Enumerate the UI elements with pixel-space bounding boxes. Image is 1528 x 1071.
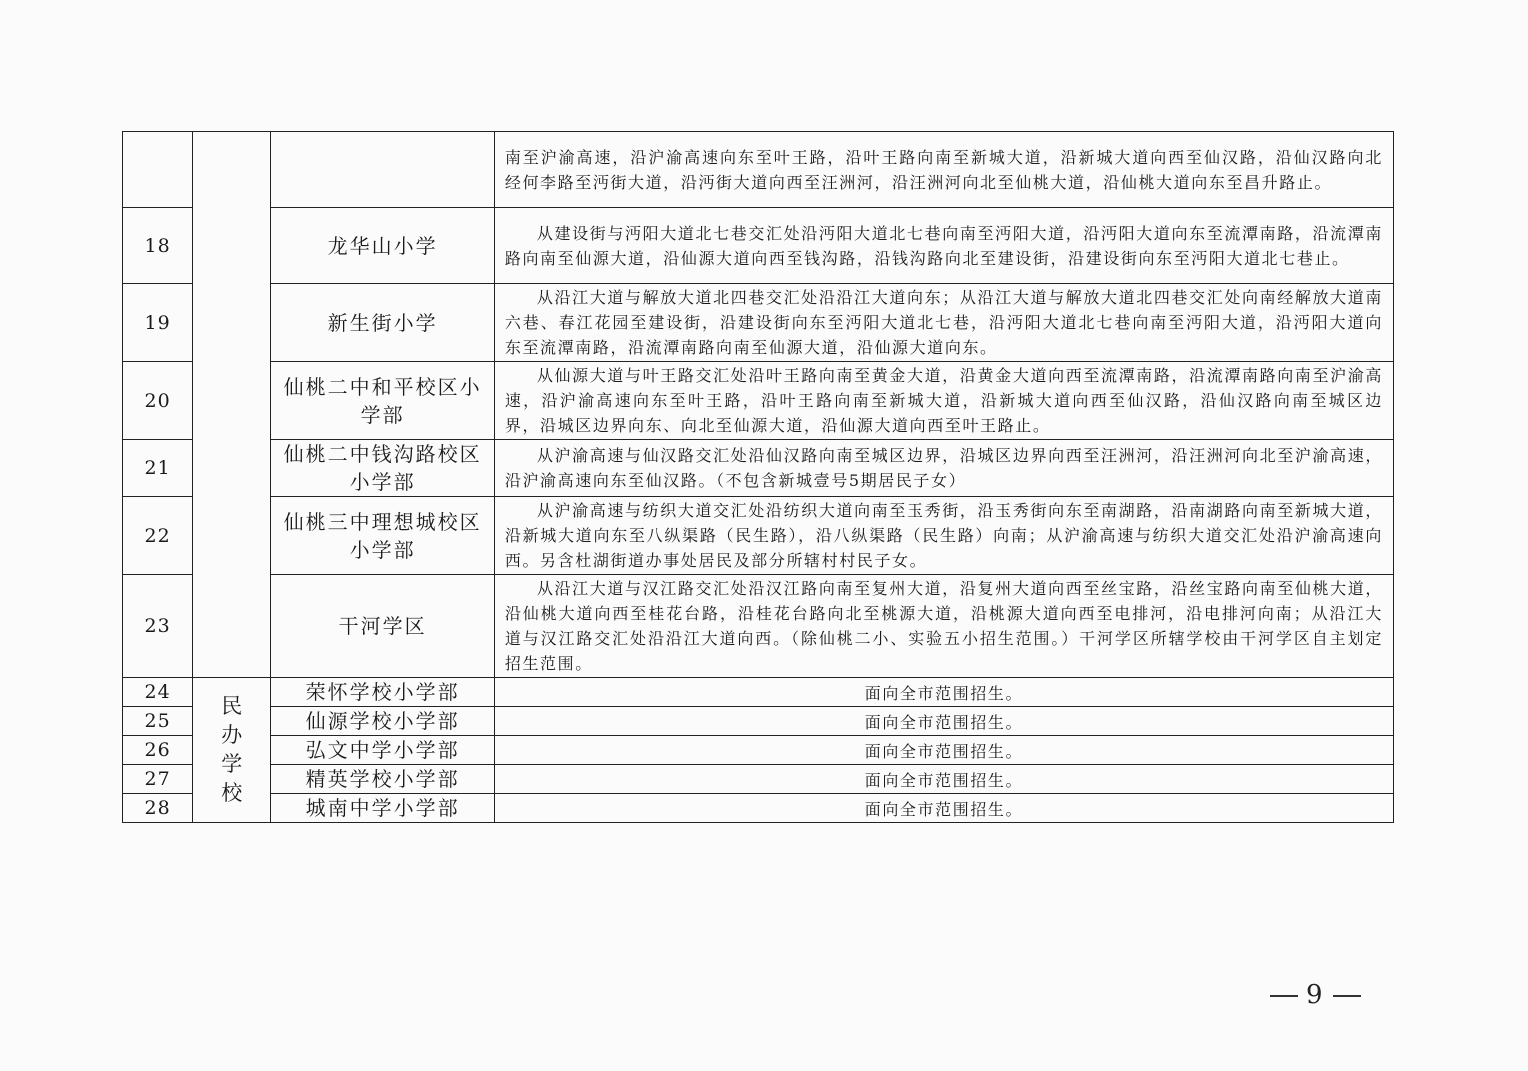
zone-description: 从仙源大道与叶王路交汇处沿叶王路向南至黄金大道，沿黄金大道向西至流潭南路，沿流潭南路向南至沪渝高速，沿沪渝高速向东至叶王路，沿叶王路向南至新城大道，沿新城大道向西至仙汉路，沿仙汉路向南至城区边界，沿城区边界向东、向北至仙源大道，沿仙源大道向西至叶王路止。	[494, 362, 1393, 440]
row-number: 26	[123, 736, 193, 765]
zone-description: 从沿江大道与解放大道北四巷交汇处沿沿江大道向东；从沿江大道与解放大道北四巷交汇处向南经解放大道南六巷、春江花园至建设街，沿建设街向东至沔阳大道北七巷，沿沔阳大道北七巷向南至沔阳大道，沿沔阳大道向东至流潭南路，沿流潭南路向南至仙源大道，沿仙源大道向东。	[494, 284, 1393, 362]
row-number	[123, 132, 193, 208]
school-name: 干河学区	[271, 575, 495, 678]
table-row	[123, 736, 1394, 765]
category-cell-public	[193, 132, 271, 678]
row-number: 18	[123, 208, 193, 284]
table-row	[123, 497, 1394, 575]
table-row	[123, 794, 1394, 823]
zone-description: 从沪渝高速与纺织大道交汇处沿纺织大道向南至玉秀街，沿玉秀街向东至南湖路，沿南湖路向南至新城大道，沿新城大道向东至八纵渠路（民生路），沿八纵渠路（民生路）向南；从沪渝高速与纺织大道交汇处沿沪渝高速向西。另含杜湖街道办事处居民及部分所辖村村民子女。	[494, 497, 1393, 575]
row-number: 22	[123, 497, 193, 575]
category-label: 民办学校	[221, 694, 243, 805]
school-name: 新生街小学	[271, 284, 495, 362]
table-row	[123, 707, 1394, 736]
school-name: 荣怀学校小学部	[271, 678, 495, 707]
table-row	[123, 678, 1394, 707]
enrollment-zone-table	[122, 131, 1394, 823]
zone-description: 从建设街与沔阳大道北七巷交汇处沿沔阳大道北七巷向南至沔阳大道，沿沔阳大道向东至流潭南路，沿流潭南路向南至仙源大道，沿仙源大道向西至钱沟路，沿钱沟路向北至建设街，沿建设街向东至沔阳大道北七巷止。	[494, 208, 1393, 284]
page-number-dash-right	[1333, 995, 1361, 997]
zone-description: 面向全市范围招生。	[494, 707, 1393, 736]
row-number: 21	[123, 440, 193, 497]
table-row	[123, 440, 1394, 497]
school-name: 仙桃二中钱沟路校区小学部	[271, 440, 495, 497]
category-cell-private	[193, 678, 271, 823]
table-row	[123, 362, 1394, 440]
school-name: 弘文中学小学部	[271, 736, 495, 765]
school-name: 仙源学校小学部	[271, 707, 495, 736]
row-number: 20	[123, 362, 193, 440]
school-name: 城南中学小学部	[271, 794, 495, 823]
row-number: 19	[123, 284, 193, 362]
zone-description: 面向全市范围招生。	[494, 794, 1393, 823]
zone-description: 面向全市范围招生。	[494, 765, 1393, 794]
page-number-value: 9	[1306, 980, 1325, 1010]
zone-description: 从沪渝高速与仙汉路交汇处沿仙汉路向南至城区边界，沿城区边界向西至汪洲河，沿汪洲河向北至沪渝高速，沿沪渝高速向东至仙汉路。（不包含新城壹号5期居民子女）	[494, 440, 1393, 497]
school-name: 仙桃二中和平校区小学部	[271, 362, 495, 440]
row-number: 23	[123, 575, 193, 678]
zone-description: 从沿江大道与汉江路交汇处沿汉江路向南至复州大道，沿复州大道向西至丝宝路，沿丝宝路向南至仙桃大道，沿仙桃大道向西至桂花台路，沿桂花台路向北至桃源大道，沿桃源大道向西至电排河，沿电排河向南；从沿江大道与汉江路交汇处沿沿江大道向西。（除仙桃二小、实验五小招生范围。）干河学区所辖学校由干河学区自主划定招生范围。	[494, 575, 1393, 678]
table-row	[123, 208, 1394, 284]
page-number-dash-left	[1270, 995, 1298, 997]
table-row	[123, 132, 1394, 208]
table-row	[123, 575, 1394, 678]
school-name	[271, 132, 495, 208]
page-number	[1262, 980, 1369, 1010]
zone-description: 面向全市范围招生。	[494, 678, 1393, 707]
row-number: 28	[123, 794, 193, 823]
table-row	[123, 284, 1394, 362]
row-number: 27	[123, 765, 193, 794]
table-row	[123, 765, 1394, 794]
zone-description: 南至沪渝高速，沿沪渝高速向东至叶王路，沿叶王路向南至新城大道，沿新城大道向西至仙汉路，沿仙汉路向北经何李路至沔街大道，沿沔街大道向西至汪洲河，沿汪洲河向北至仙桃大道，沿仙桃大道向东至昌升路止。	[494, 132, 1393, 208]
school-name: 龙华山小学	[271, 208, 495, 284]
school-name: 仙桃三中理想城校区小学部	[271, 497, 495, 575]
row-number: 24	[123, 678, 193, 707]
school-name: 精英学校小学部	[271, 765, 495, 794]
zone-description: 面向全市范围招生。	[494, 736, 1393, 765]
row-number: 25	[123, 707, 193, 736]
